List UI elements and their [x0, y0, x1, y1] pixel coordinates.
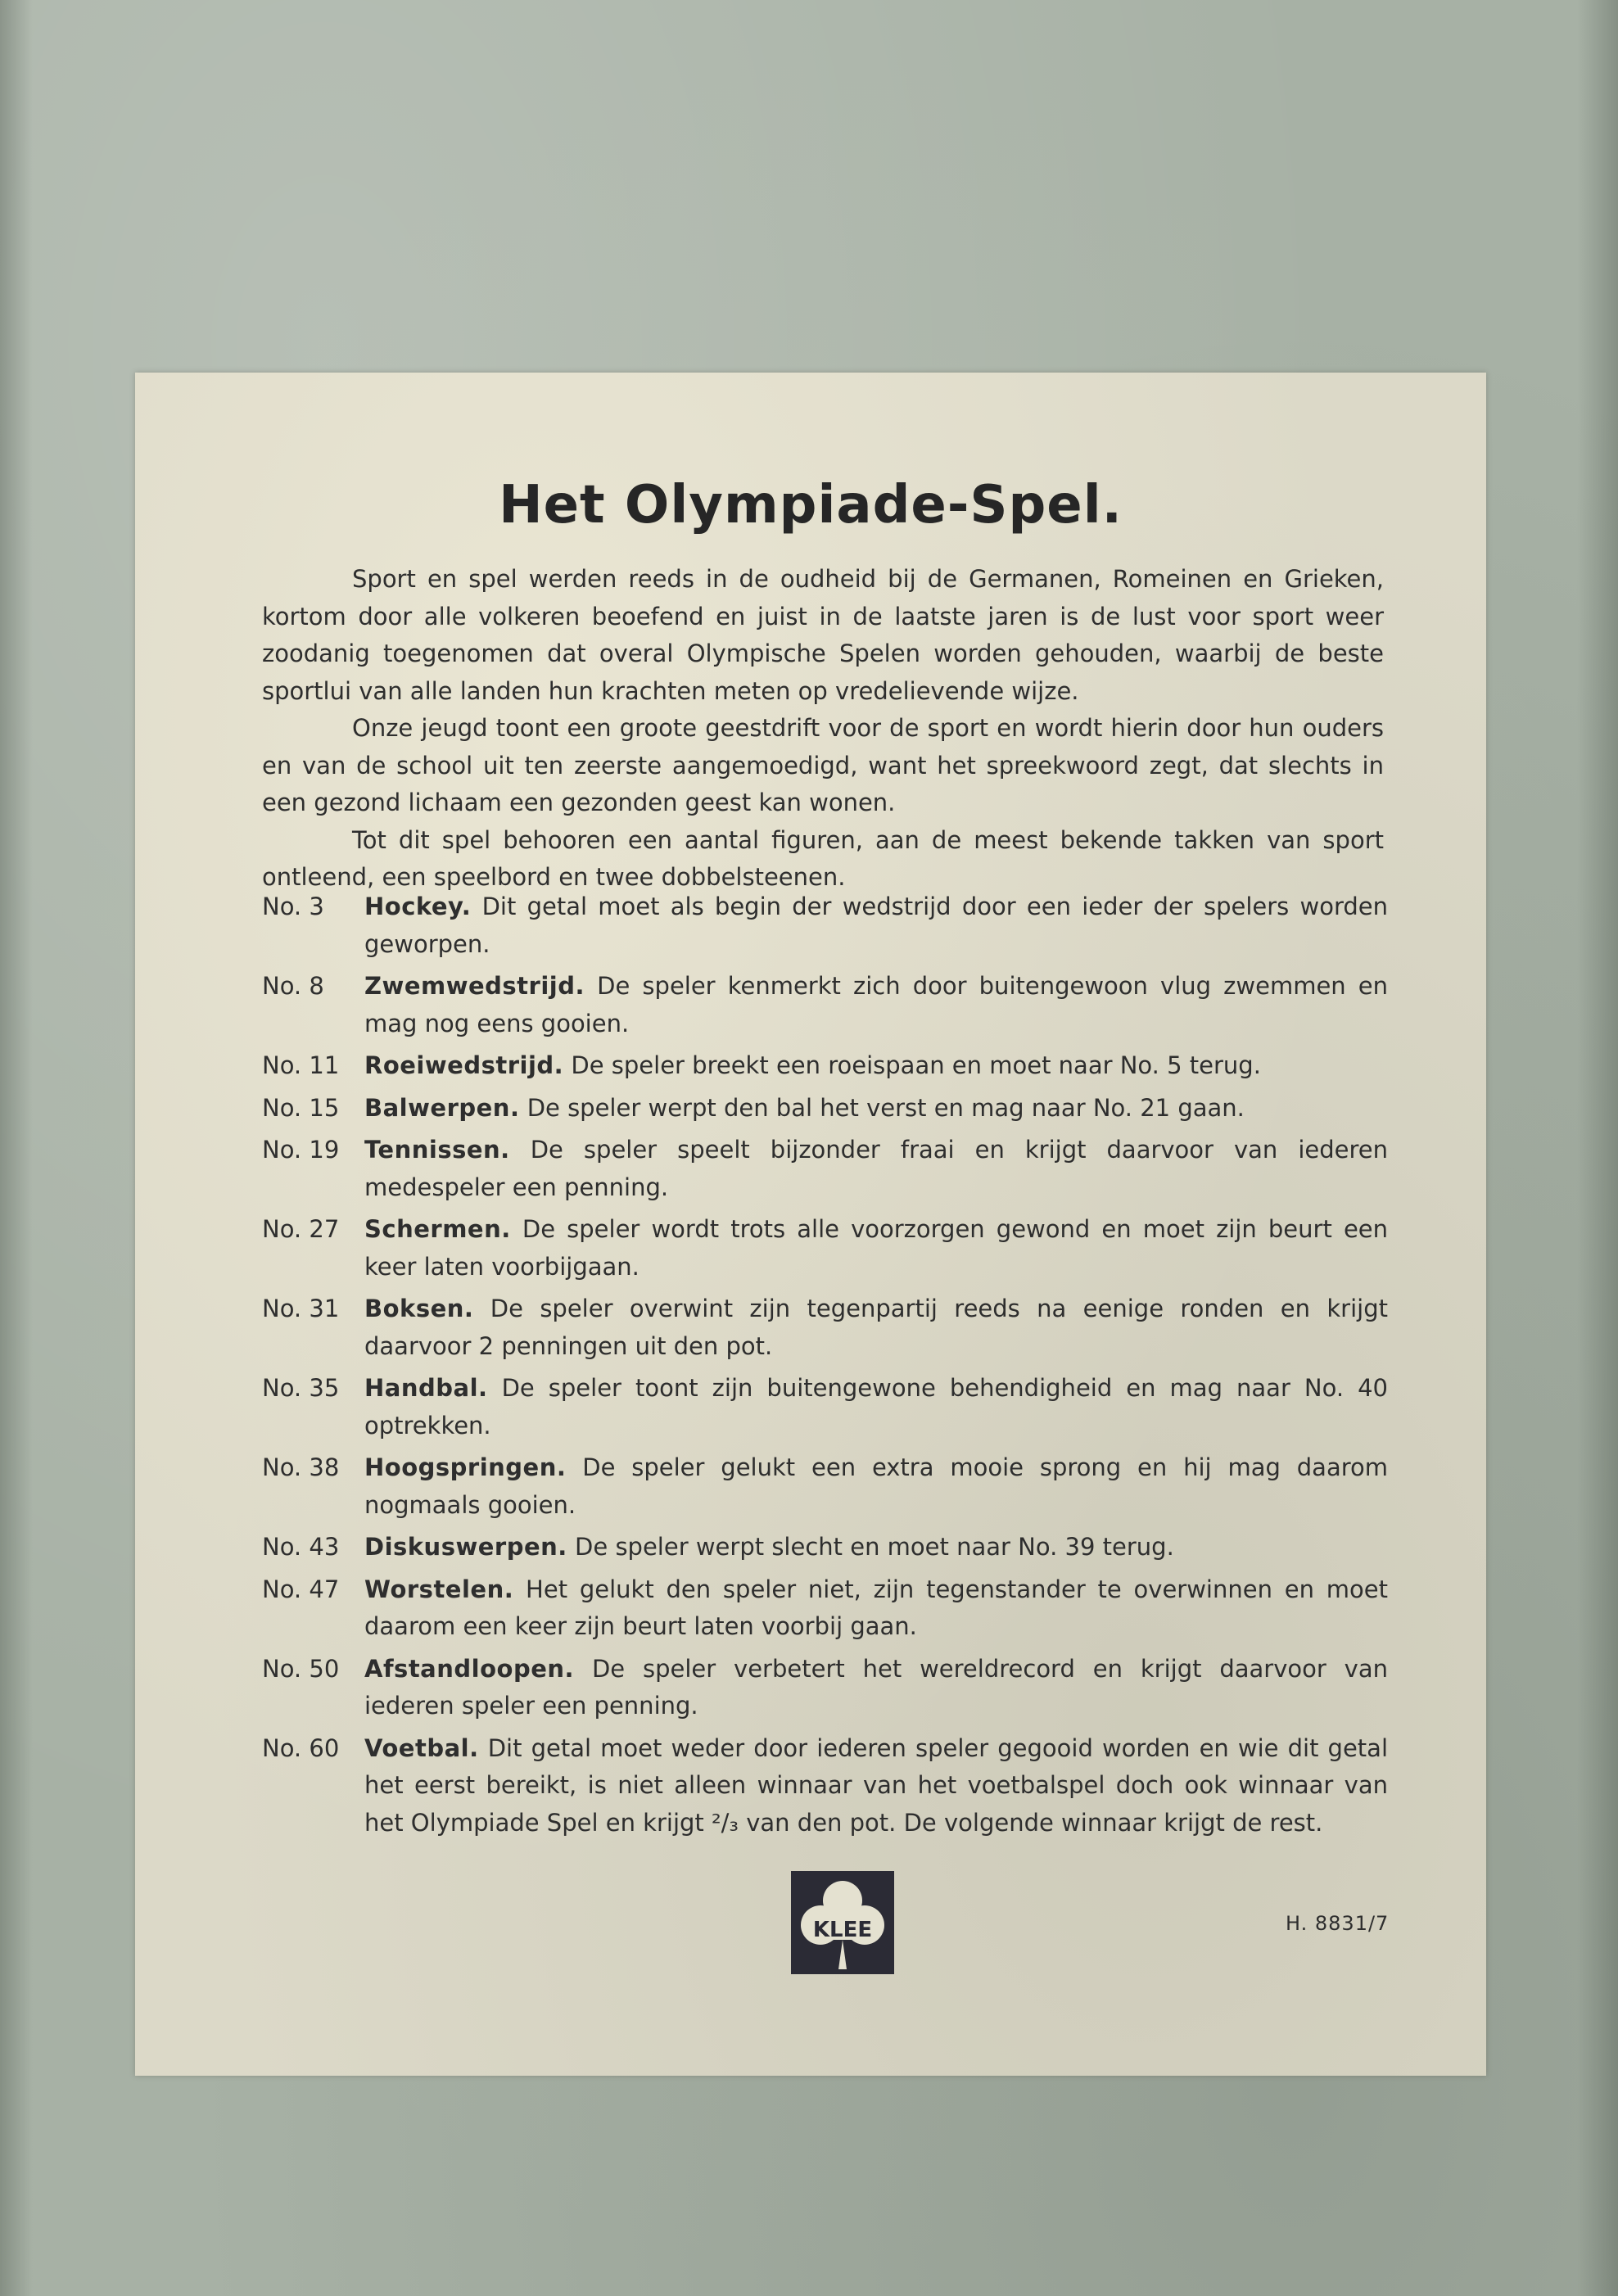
board-edge [0, 0, 33, 2296]
intro-paragraph: Sport en spel werden reeds in de oudheid bij de Germanen, Romeinen en Grieken, kortom door alle volkeren beoefend en juist in de laatste jaren is de lust voor sport weer zoodanig toegenomen dat overal Olympische Spelen worden gehouden, waarbij de beste sportlui van alle landen hun krachten meten op vredelievende wijze. [262, 565, 1384, 705]
rule-description: De speler kenmerkt zich door buitengewoon vlug zwemmen en mag nog eens gooien. [364, 972, 1389, 1037]
rule-name: Afstandloopen. [364, 1654, 575, 1683]
rule-entry [262, 1211, 1388, 1286]
rule-entry [262, 1370, 1388, 1444]
rule-number: No. 11 [262, 1051, 340, 1079]
rule-number: No. 8 [262, 972, 324, 1000]
rule-name: Schermen. [364, 1215, 511, 1243]
instructions-label [135, 373, 1486, 2076]
rule-description: Dit getal moet weder door iederen speler gegooid worden en wie dit getal het eerst bereikt, is niet alleen winnaar van het voetbalspel doch ook winnaar van het Olympiade Spel en krijgt ²/₃ van den pot. De volgende winnaar krijgt de rest. [364, 1733, 1389, 1837]
rule-number: No. 50 [262, 1654, 340, 1683]
rule-name: Hockey. [364, 893, 472, 920]
rule-description: De speler toont zijn buitengewone behendigheid en mag naar No. 40 optrekken. [364, 1374, 1388, 1440]
rule-entry [262, 1529, 1388, 1566]
page-title: Het Olympiade-Spel. [499, 475, 1123, 536]
rule-name: Boksen. [364, 1295, 474, 1322]
rule-description: De speler gelukt een extra mooie sprong en hij mag daarom nogmaals gooien. [364, 1453, 1388, 1519]
rule-description: De speler overwint zijn tegenpartij reeds na eenige ronden en krijgt daarvoor 2 penningen uit den pot. [364, 1295, 1388, 1360]
rule-entry [262, 968, 1388, 1042]
rule-number: No. 60 [262, 1733, 340, 1762]
rule-name: Voetbal. [364, 1733, 479, 1762]
rule-number: No. 43 [262, 1533, 340, 1561]
catalog-number: H. 8831/7 [1286, 1912, 1390, 1935]
rule-name: Balwerpen. [364, 1093, 520, 1122]
logo-text: KLEE [812, 1918, 873, 1942]
rule-entry [262, 1132, 1388, 1206]
rule-description: Dit getal moet als begin der wedstrijd door een ieder der spelers worden geworpen. [364, 893, 1388, 958]
rule-number: No. 38 [262, 1453, 340, 1481]
rule-description: De speler verbetert het wereldrecord en krijgt daarvoor van iederen speler een penning. [364, 1654, 1388, 1720]
rule-name: Handbal. [364, 1374, 488, 1402]
rule-number: No. 31 [262, 1295, 340, 1322]
clover-icon [791, 1871, 894, 1974]
rule-entry [262, 888, 1388, 963]
intro-paragraph: Tot dit spel behooren een aantal figuren, aan de meest bekende takken van sport ontleend, een speelbord en twee dobbelsteenen. [262, 825, 1384, 891]
rules-list [262, 888, 1388, 1846]
rule-name: Roeiwedstrijd. [364, 1051, 564, 1079]
rule-number: No. 19 [262, 1136, 340, 1164]
rule-description: De speler breekt een roeispaan en moet naar No. 5 terug. [571, 1051, 1261, 1079]
board-edge [1577, 0, 1618, 2296]
rule-entry [262, 1090, 1388, 1128]
rule-description: Het gelukt den speler niet, zijn tegenstander te overwinnen en moet daarom een keer zijn beurt laten voorbij gaan. [364, 1575, 1388, 1640]
rule-description: De speler wordt trots alle voorzorgen gewond en moet zijn beurt een keer laten voorbijgaan. [364, 1215, 1389, 1281]
rule-name: Diskuswerpen. [364, 1533, 567, 1561]
rule-entry [262, 1047, 1388, 1085]
rule-name: Worstelen. [364, 1575, 514, 1603]
rule-number: No. 3 [262, 893, 324, 920]
rule-entry [262, 1651, 1388, 1725]
rule-entry [262, 1290, 1388, 1365]
rule-number: No. 35 [262, 1374, 340, 1402]
rule-number: No. 27 [262, 1215, 340, 1243]
rule-entry [262, 1730, 1388, 1842]
klee-logo [791, 1871, 894, 1974]
rule-description: De speler werpt slecht en moet naar No. 39 terug. [575, 1533, 1174, 1561]
rule-name: Hoogspringen. [364, 1453, 567, 1481]
rule-description: De speler werpt den bal het verst en mag naar No. 21 gaan. [527, 1093, 1245, 1122]
rule-number: No. 15 [262, 1093, 340, 1122]
rule-entry [262, 1571, 1388, 1646]
intro-text [262, 561, 1384, 897]
rule-description: De speler speelt bijzonder fraai en krijgt daarvoor van iederen medespeler een penning. [364, 1136, 1388, 1201]
rule-number: No. 47 [262, 1575, 340, 1603]
rule-entry [262, 1449, 1388, 1524]
intro-paragraph: Onze jeugd toont een groote geestdrift voor de sport en wordt hierin door hun ouders en van de school uit ten zeerste aangemoedigd, want het spreekwoord zegt, dat slechts in een gezond lichaam een gezonden geest kan wonen. [262, 714, 1384, 816]
rule-name: Tennissen. [364, 1136, 510, 1164]
rule-name: Zwemwedstrijd. [364, 972, 585, 1000]
